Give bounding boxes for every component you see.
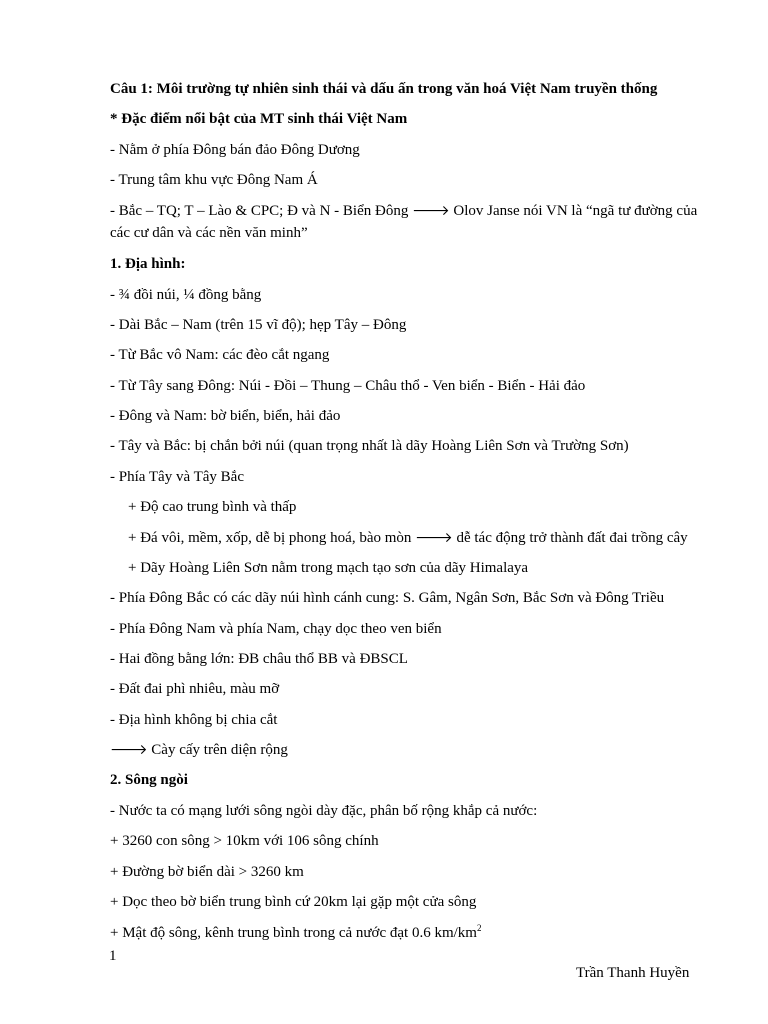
rivers-density-text: + Mật độ sông, kênh trung bình trong cả nước đạt 0.6 km/km — [110, 925, 477, 941]
borders-paragraph — [110, 200, 710, 244]
page-number: 1 — [109, 948, 117, 964]
document-title: Câu 1: Môi trường tự nhiên sinh thái và dấu ấn trong văn hoá Việt Nam truyền thống — [110, 81, 658, 97]
section-heading-terrain: 1. Địa hình: — [110, 256, 186, 272]
borders-quote-text: Olov Janse nói VN là “ngã tư đường của các cư dân và các nền văn minh” — [110, 203, 698, 241]
terrain-item: - Đông và Nam: bờ biển, biển, hải đảo — [110, 408, 341, 424]
terrain-item: - Phía Tây và Tây Bắc — [110, 469, 244, 485]
section-subtitle: * Đặc điểm nổi bật của MT sinh thái Việt Nam — [110, 111, 408, 127]
west-sub-text: + Đá vôi, mềm, xốp, dễ bị phong hoá, bào mòn — [128, 530, 416, 546]
superscript: 2 — [476, 923, 482, 933]
west-sub-item — [128, 527, 728, 549]
rivers-item: + Đường bờ biển dài > 3260 km — [110, 864, 304, 880]
terrain-item: - ¾ đồi núi, ¼ đồng bằng — [110, 287, 262, 303]
borders-text: - Bắc – TQ; T – Lào & CPC; Đ và N - Biển Đông — [110, 203, 413, 219]
terrain-item: - Phía Đông Bắc có các dãy núi hình cánh cung: S. Gâm, Ngân Sơn, Bắc Sơn và Đông Triều — [110, 590, 665, 606]
rivers-item: - Nước ta có mạng lưới sông ngòi dày đặc, phân bố rộng khắp cả nước: — [110, 803, 538, 819]
rivers-item: + 3260 con sông > 10km với 106 sông chính — [110, 833, 379, 849]
arrow-right-icon: 🡒 — [110, 742, 148, 758]
intro-line: - Nằm ở phía Đông bán đảo Đông Dương — [110, 142, 360, 158]
intro-line: - Trung tâm khu vực Đông Nam Á — [110, 172, 318, 188]
terrain-item: - Phía Đông Nam và phía Nam, chạy dọc theo ven biển — [110, 621, 442, 637]
terrain-item: - Đất đai phì nhiêu, màu mỡ — [110, 681, 280, 697]
west-sub-item: + Độ cao trung bình và thấp — [128, 499, 297, 515]
terrain-item: - Địa hình không bị chia cắt — [110, 712, 278, 728]
terrain-conclusion-text: Cày cấy trên diện rộng — [147, 742, 288, 758]
terrain-item: - Từ Bắc vô Nam: các đèo cắt ngang — [110, 347, 330, 363]
terrain-item: - Từ Tây sang Đông: Núi - Đồi – Thung – Châu thổ - Ven biển - Biển - Hải đảo — [110, 378, 586, 394]
author-name: Trần Thanh Huyền — [576, 965, 690, 981]
terrain-item: - Tây và Bắc: bị chắn bởi núi (quan trọng nhất là dãy Hoàng Liên Sơn và Trường Sơn) — [110, 438, 629, 454]
terrain-item: - Hai đồng bằng lớn: ĐB châu thổ BB và ĐBSCL — [110, 651, 408, 667]
west-sub-item: + Dãy Hoàng Liên Sơn nằm trong mạch tạo sơn của dãy Himalaya — [128, 560, 529, 576]
arrow-right-icon: 🡒 — [412, 203, 450, 219]
rivers-item: + Dọc theo bờ biển trung bình cứ 20km lại gặp một cửa sông — [110, 894, 477, 910]
west-sub-result: dễ tác động trở thành đất đai trồng cây — [452, 530, 688, 546]
arrow-right-icon: 🡒 — [415, 530, 453, 546]
rivers-density — [110, 922, 710, 944]
terrain-conclusion — [110, 739, 710, 761]
terrain-item: - Dài Bắc – Nam (trên 15 vĩ độ); hẹp Tây – Đông — [110, 317, 407, 333]
section-heading-rivers: 2. Sông ngòi — [110, 772, 188, 788]
